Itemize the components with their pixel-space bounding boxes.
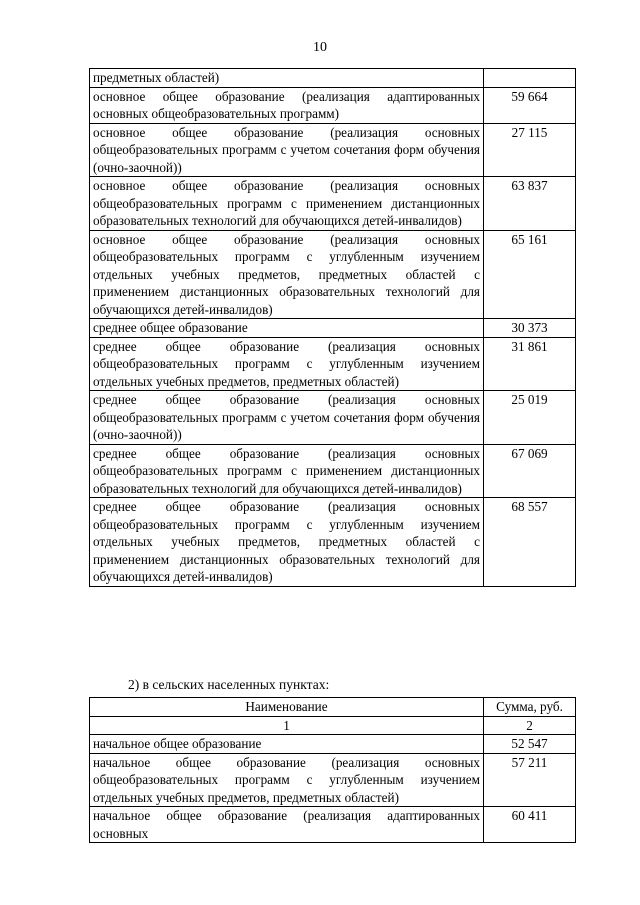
row-name-line: общеобразовательных программ с углубленным изучением <box>93 249 480 264</box>
row-sum-cell: 31 861 <box>484 337 576 391</box>
row-name-cell <box>90 69 484 88</box>
row-name-cell <box>90 123 484 177</box>
row-name-line: основное общее образование <box>93 88 285 104</box>
row-name-line: для обучающихся детей-инвалидов) <box>93 284 480 317</box>
row-sum-cell <box>484 69 576 88</box>
row-name-line: для обучающихся детей-инвалидов) <box>259 213 462 228</box>
table-row <box>90 87 576 123</box>
table-row <box>90 337 576 391</box>
row-name-cell <box>90 230 484 319</box>
row-name-line: среднее общее образование <box>93 320 248 335</box>
row-sum-cell: 60 411 <box>484 807 576 843</box>
row-name-cell <box>90 444 484 498</box>
page-number: 10 <box>313 40 327 55</box>
table-row <box>90 319 576 338</box>
column-number-name: 1 <box>90 716 484 735</box>
row-name-line: дистанционных образовательных технологий для <box>93 463 480 496</box>
row-name-line: обучающихся детей-инвалидов) <box>282 480 462 496</box>
row-name-line: начальное общее образование <box>93 808 288 823</box>
row-name-line: основное общее образование (реализация основных <box>93 231 480 247</box>
row-name-line: отдельных учебных предметов, предметных областей с <box>93 266 480 282</box>
row-name-cell <box>90 807 484 843</box>
table-row <box>90 177 576 231</box>
row-name-line: предметных областей) <box>93 70 220 85</box>
table-numbering-row <box>90 716 576 735</box>
row-name-line: основное общее образование <box>93 178 304 193</box>
rural-table-body <box>90 698 576 843</box>
column-header-name: Наименование <box>90 698 484 717</box>
top-table-body <box>90 69 576 587</box>
row-name-line: предметных областей) <box>272 373 399 389</box>
row-name-cell <box>90 391 484 445</box>
row-sum-cell: 30 373 <box>484 319 576 338</box>
row-name-line: (реализация основных общеобразовательных программ с <box>93 754 481 787</box>
table-header-row <box>90 698 576 717</box>
table-row <box>90 123 576 177</box>
row-name-line: общеобразовательных программ с учетом сочетания форм <box>93 409 425 425</box>
row-sum-cell: 25 019 <box>484 391 576 445</box>
row-name-line: (реализация адаптированных основных <box>93 88 480 121</box>
row-sum-cell: 59 664 <box>484 87 576 123</box>
row-name-cell <box>90 337 484 391</box>
row-name-cell <box>90 498 484 587</box>
row-name-line: среднее общее образование <box>93 338 300 354</box>
row-name-line: обучения (очно-заочной)) <box>93 142 480 175</box>
row-name-line: углубленным изучением отдельных учебных предметов, <box>93 356 480 389</box>
row-sum-cell: 52 547 <box>484 735 576 754</box>
row-name-line: среднее общее образование (реализация основных <box>93 445 480 461</box>
row-name-line: отдельных учебных предметов, предметных областей <box>93 534 456 549</box>
table-row <box>90 444 576 498</box>
table-row <box>90 753 576 807</box>
row-name-line: начальное общее образование <box>93 754 306 770</box>
row-name-line: общеобразовательных программ с применением <box>93 463 383 478</box>
row-sum-cell: 67 069 <box>484 444 576 498</box>
row-name-cell <box>90 319 484 338</box>
row-name-line: (реализация основных общеобразовательных программ с <box>93 338 480 371</box>
column-number-sum: 2 <box>484 716 576 735</box>
row-name-line: среднее общее образование (реализация основных <box>93 392 480 407</box>
row-name-line: применением дистанционных образовательных технологий <box>93 284 450 299</box>
row-sum-cell: 68 557 <box>484 498 576 587</box>
row-name-line: с применением дистанционных образовательных <box>93 534 481 567</box>
row-name-line: технологий для обучающихся детей-инвалидов) <box>93 551 480 584</box>
table-row <box>90 391 576 445</box>
row-name-cell <box>90 753 484 807</box>
row-name-line: основное общее образование (реализация основных <box>93 124 480 140</box>
row-sum-cell: 57 211 <box>484 753 576 807</box>
row-name-line: общеобразовательных программ с углубленным изучением <box>93 516 480 532</box>
table-row <box>90 498 576 587</box>
top-funding-table <box>89 68 576 587</box>
row-name-cell <box>90 735 484 754</box>
row-name-line: (реализация адаптированных основных <box>93 808 480 841</box>
row-sum-cell: 27 115 <box>484 123 576 177</box>
table-row <box>90 69 576 88</box>
row-name-line: применением дистанционных образовательных технологий <box>93 195 480 228</box>
table-row <box>90 807 576 843</box>
row-name-line: предметных областей) <box>272 789 399 805</box>
row-name-line: общеобразовательных программ с учетом сочетания форм <box>93 142 425 157</box>
row-name-cell <box>90 177 484 231</box>
rural-section-heading: 2) в сельских населенных пунктах: <box>128 677 330 692</box>
rural-funding-table <box>89 697 576 843</box>
column-header-sum: Сумма, руб. <box>484 698 576 717</box>
row-name-line: среднее общее образование (реализация основных <box>93 499 480 514</box>
row-name-line: начальное общее образование <box>93 736 262 751</box>
table-row <box>90 230 576 319</box>
row-sum-cell: 65 161 <box>484 230 576 319</box>
table-row <box>90 735 576 754</box>
row-name-line: (реализация основных общеобразовательных программ с <box>93 178 481 211</box>
row-name-line: обучения (очно-заочной)) <box>93 409 480 442</box>
row-name-cell <box>90 87 484 123</box>
row-name-line: общеобразовательных программ) <box>151 106 340 121</box>
row-sum-cell: 63 837 <box>484 177 576 231</box>
row-name-line: углубленным изучением отдельных учебных предметов, <box>93 772 480 805</box>
